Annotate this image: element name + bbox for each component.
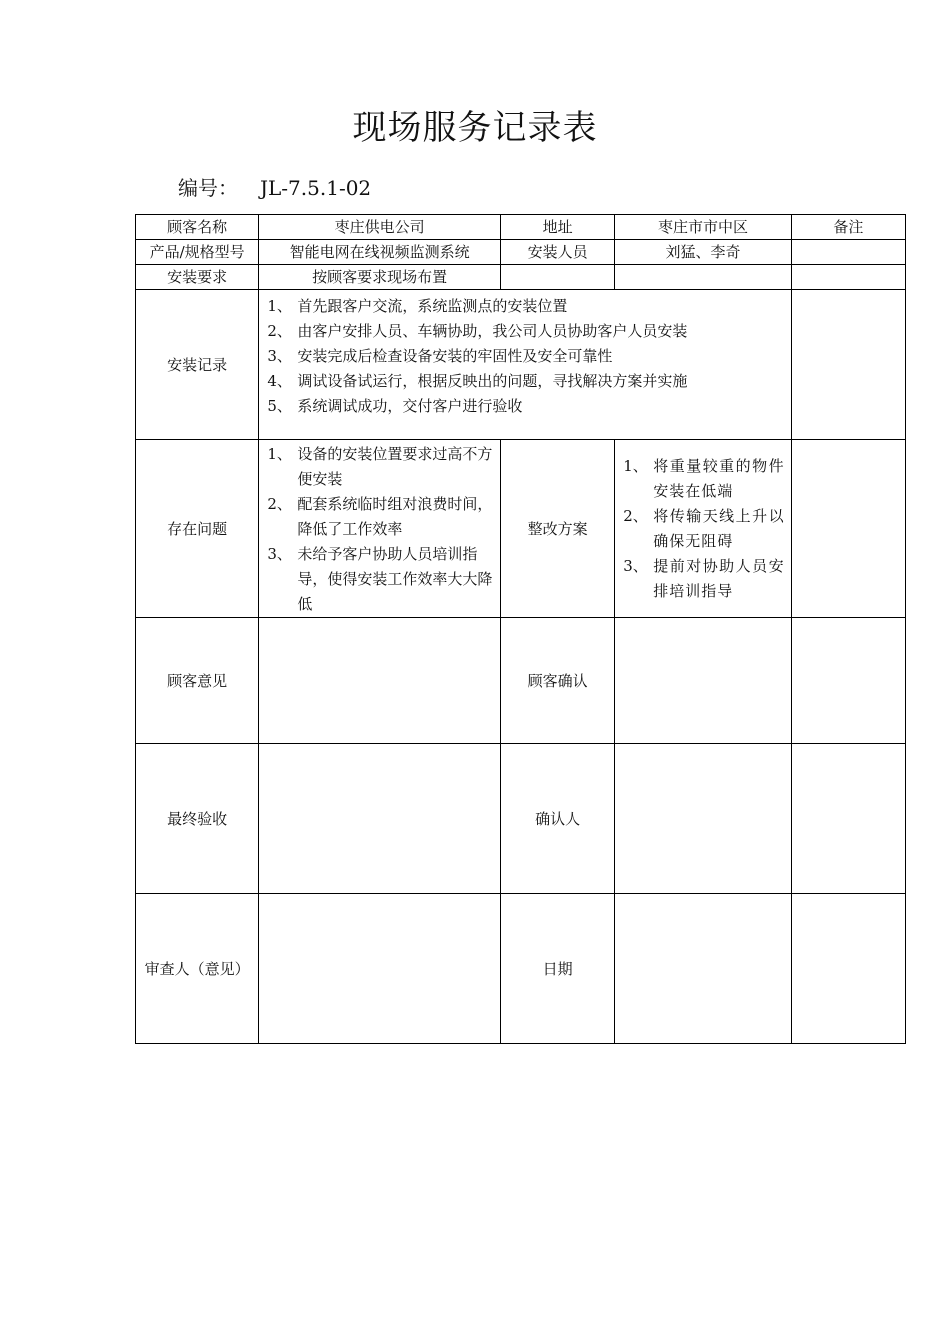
confirmer-label: 确认人 [500,744,614,894]
remarks-cell [791,440,905,618]
list-item [267,442,494,492]
product-label: 产品/规格型号 [136,240,259,265]
item-text: 将传输天线上升以确保无阻碍 [653,506,785,550]
table-row-requirement [136,265,906,290]
item-number: 2、 [267,495,292,513]
table-row-install-record [136,290,906,440]
empty-cell [615,265,791,290]
document-title: 现场服务记录表 [352,108,598,148]
remarks-cell [791,265,905,290]
problems-list [259,440,500,617]
list-item [267,394,784,419]
list-item [267,542,494,617]
rectification-content [615,440,791,618]
item-number: 1、 [623,456,648,475]
customer-opinion-label: 顾客意见 [136,618,259,744]
item-number: 1、 [267,445,292,463]
table-row-problems [136,440,906,618]
remarks-label: 备注 [791,215,905,240]
table-row-product [136,240,906,265]
date-field[interactable] [615,894,791,1044]
table-row-customer-opinion [136,618,906,744]
item-number: 2、 [623,506,648,525]
reviewer-field[interactable] [259,894,501,1044]
install-record-label: 安装记录 [136,290,259,440]
item-number: 2、 [267,322,292,340]
item-number: 4、 [267,372,292,390]
serial-value: JL-7.5.1-02 [260,176,372,200]
item-text: 首先跟客户交流，系统监测点的安装位置 [297,297,568,315]
list-item [267,369,784,394]
install-record-list [259,290,790,419]
item-text: 提前对协助人员安排培训指导 [653,556,785,600]
table-row-reviewer [136,894,906,1044]
item-text: 由客户安排人员、车辆协助，我公司人员协助客户人员安装 [297,322,688,340]
customer-name-value: 枣庄供电公司 [259,215,501,240]
confirmer-field[interactable] [615,744,791,894]
list-item [267,319,784,344]
product-value: 智能电网在线视频监测系统 [259,240,501,265]
final-acceptance-field[interactable] [259,744,501,894]
item-number: 1、 [267,297,292,315]
item-number: 3、 [623,556,648,575]
item-text: 未给予客户协助人员培训指导，使得安装工作效率大大降低 [297,545,493,613]
item-text: 将重量较重的物件安装在低端 [653,456,785,500]
install-record-content [259,290,791,440]
item-text: 配套系统临时组对浪费时间，降低了工作效率 [297,495,493,538]
final-acceptance-label: 最终验收 [136,744,259,894]
problems-content [259,440,501,618]
requirement-label: 安装要求 [136,265,259,290]
item-text: 安装完成后检查设备安装的牢固性及安全可靠性 [297,347,613,365]
customer-confirm-field[interactable] [615,618,791,744]
problems-label: 存在问题 [136,440,259,618]
list-item [267,492,494,542]
requirement-value: 按顾客要求现场布置 [259,265,501,290]
serial-label: 编号： [178,176,238,200]
installer-label: 安装人员 [500,240,614,265]
date-label: 日期 [500,894,614,1044]
installer-value: 刘猛、李奇 [615,240,791,265]
list-item [623,554,784,604]
customer-confirm-label: 顾客确认 [500,618,614,744]
remarks-cell [791,240,905,265]
empty-cell [500,265,614,290]
item-text: 调试设备试运行，根据反映出的问题，寻找解决方案并实施 [297,372,688,390]
remarks-cell [791,618,905,744]
address-value: 枣庄市市中区 [615,215,791,240]
remarks-cell [791,744,905,894]
address-label: 地址 [500,215,614,240]
list-item [623,504,784,554]
item-text: 设备的安装位置要求过高不方便安装 [297,445,493,488]
serial-number [178,172,371,201]
table-row-final-acceptance [136,744,906,894]
list-item [267,344,784,369]
item-number: 5、 [267,397,292,415]
item-text: 系统调试成功，交付客户进行验收 [297,397,523,415]
list-item [267,294,784,319]
rectification-list [615,454,790,604]
service-record-table [135,214,906,1044]
rectification-label: 整改方案 [500,440,614,618]
item-number: 3、 [267,347,292,365]
item-number: 3、 [267,545,292,563]
customer-opinion-field[interactable] [259,618,501,744]
list-item [623,454,784,504]
remarks-cell [791,290,905,440]
table-row-customer [136,215,906,240]
remarks-cell [791,894,905,1044]
reviewer-label: 审查人（意见） [136,894,259,1044]
customer-name-label: 顾客名称 [136,215,259,240]
